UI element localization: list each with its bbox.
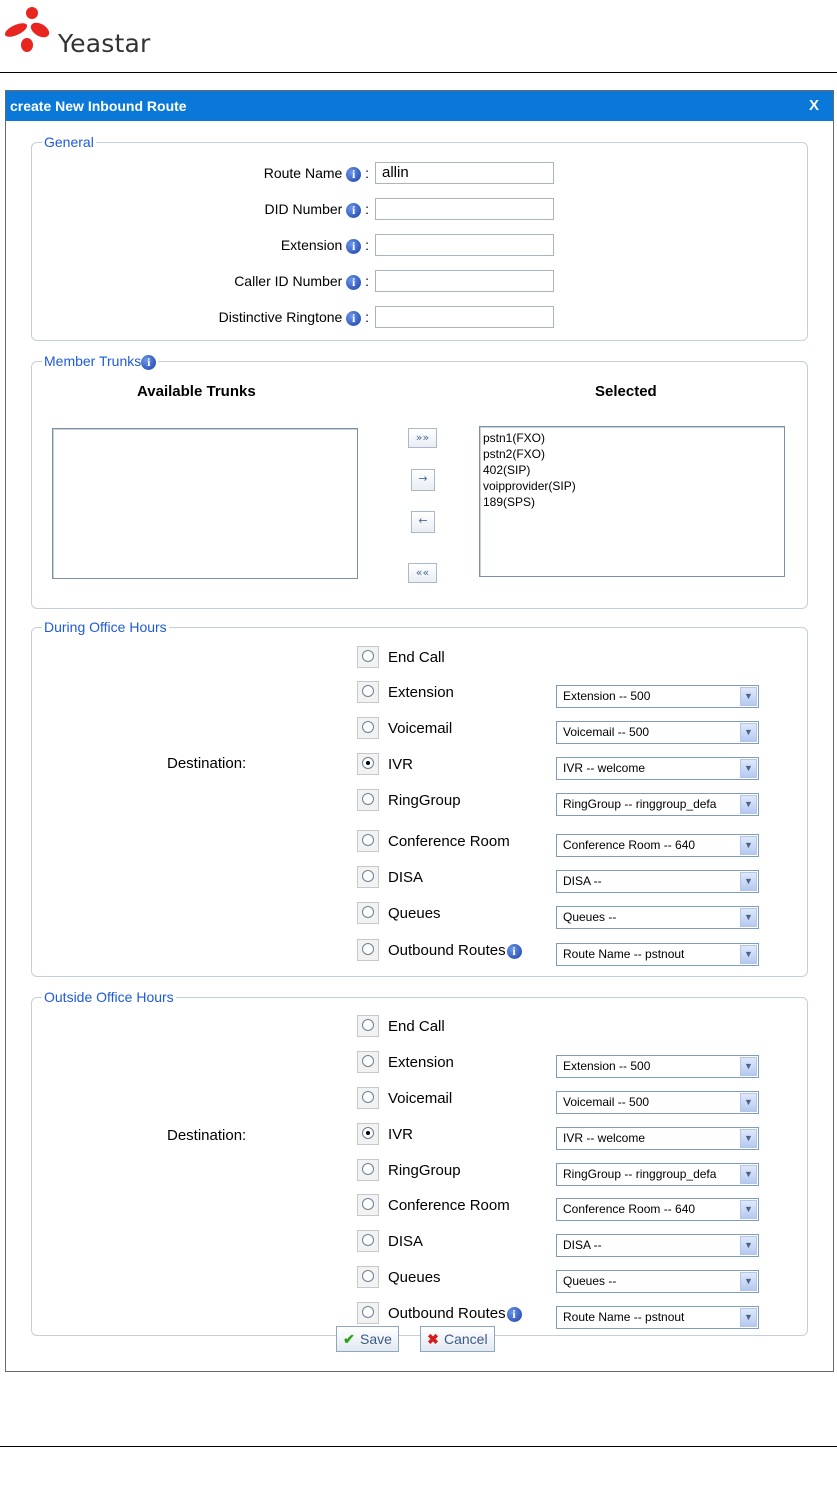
outside-office-hours-legend: Outside Office Hours — [44, 989, 174, 1005]
destination-select-value: RingGroup -- ringgroup_defa — [563, 797, 717, 811]
destination-select[interactable] — [556, 834, 759, 857]
info-icon[interactable]: i — [346, 275, 361, 290]
member-trunks-legend — [42, 353, 158, 370]
radio-button[interactable] — [362, 721, 374, 733]
destination-select[interactable] — [556, 1091, 759, 1114]
brand-name: Yeastar — [58, 29, 151, 58]
radio-button[interactable] — [362, 870, 374, 882]
outside-destination-label: Destination: — [167, 1127, 247, 1144]
radio-option-label — [388, 1162, 461, 1179]
chevron-down-icon[interactable]: ▼ — [740, 1129, 757, 1148]
destination-select[interactable] — [556, 793, 759, 816]
available-trunks-list[interactable] — [52, 428, 358, 579]
info-icon[interactable]: i — [507, 1307, 522, 1322]
member-trunks-legend-text: Member Trunks — [44, 353, 142, 369]
general-field-label: Caller ID Number i : — [234, 273, 369, 289]
during-office-hours-legend: During Office Hours — [44, 619, 167, 635]
radio-option-label-text: DISA — [388, 869, 424, 886]
general-field-label-text: DID Number — [264, 201, 343, 217]
radio-option-label-text: IVR — [388, 1126, 414, 1143]
destination-select[interactable] — [556, 870, 759, 893]
info-icon[interactable]: i — [507, 944, 522, 959]
chevron-down-icon[interactable]: ▼ — [740, 1057, 757, 1076]
radio-option[interactable] — [357, 1051, 379, 1073]
destination-select[interactable] — [556, 1234, 759, 1257]
radio-button[interactable] — [362, 1234, 374, 1246]
general-field-input[interactable] — [375, 270, 554, 292]
radio-option-label-text: RingGroup — [388, 792, 461, 809]
general-field-label-text: Caller ID Number — [234, 273, 343, 289]
destination-select[interactable] — [556, 1163, 759, 1186]
add-trunk-button[interactable]: → — [411, 469, 435, 491]
general-field-label: Route Name i : — [263, 165, 369, 181]
destination-select-value: Route Name -- pstnout — [563, 947, 685, 961]
radio-option[interactable] — [357, 1159, 379, 1181]
radio-option-label-text: DISA — [388, 1233, 424, 1250]
info-icon[interactable]: i — [346, 203, 361, 218]
chevron-down-icon[interactable]: ▼ — [740, 795, 757, 814]
chevron-down-icon[interactable]: ▼ — [740, 1200, 757, 1219]
general-field-label-text: Extension — [280, 237, 343, 253]
destination-select-value: IVR -- welcome — [563, 761, 646, 775]
yeastar-logo — [2, 3, 202, 63]
radio-option[interactable] — [357, 866, 379, 888]
selected-trunks-list[interactable] — [479, 426, 785, 577]
destination-select[interactable] — [556, 1127, 759, 1150]
destination-select[interactable] — [556, 685, 759, 708]
radio-option-label-text: Queues — [388, 905, 441, 922]
general-field-input[interactable] — [375, 234, 554, 256]
radio-option-label — [388, 756, 413, 773]
radio-option-label-text: Voicemail — [388, 720, 453, 737]
add-all-trunks-button[interactable]: »» — [408, 428, 437, 448]
info-icon[interactable]: i — [346, 311, 361, 326]
chevron-down-icon[interactable]: ▼ — [740, 1272, 757, 1291]
radio-option-label-text: Outbound Routes — [388, 1305, 506, 1322]
radio-button[interactable] — [362, 1019, 374, 1031]
radio-option[interactable] — [357, 1230, 379, 1252]
selected-trunks-heading: Selected — [595, 383, 657, 400]
radio-button[interactable] — [362, 1270, 374, 1282]
radio-option-label-text: Voicemail — [388, 1090, 453, 1107]
radio-option[interactable] — [357, 717, 379, 739]
available-trunks-heading: Available Trunks — [137, 383, 256, 400]
destination-select[interactable] — [556, 943, 759, 966]
selected-trunk-item[interactable]: pstn2(FXO) — [483, 447, 546, 461]
radio-option[interactable] — [357, 646, 379, 668]
radio-option[interactable] — [357, 1015, 379, 1037]
general-legend: General — [44, 134, 94, 150]
general-field-label-text: Route Name — [263, 165, 343, 181]
destination-select-value: Route Name -- pstnout — [563, 1310, 685, 1324]
radio-button[interactable] — [362, 685, 374, 697]
destination-select[interactable] — [556, 721, 759, 744]
radio-option-label — [388, 792, 461, 809]
info-icon[interactable]: i — [346, 239, 361, 254]
radio-option-label-text: IVR — [388, 756, 414, 773]
destination-select-value: DISA -- — [563, 874, 602, 888]
header-divider — [0, 72, 837, 73]
radio-button[interactable] — [362, 1163, 374, 1175]
cancel-button[interactable] — [420, 1326, 495, 1352]
radio-option-label — [388, 720, 452, 737]
radio-button[interactable] — [362, 1055, 374, 1067]
radio-option[interactable] — [357, 681, 379, 703]
radio-option-label-text: Outbound Routes — [388, 942, 506, 959]
destination-select[interactable] — [556, 757, 759, 780]
remove-all-trunks-button[interactable]: «« — [408, 563, 437, 583]
inbound-route-dialog — [5, 90, 834, 1372]
general-field-label: Extension i : — [280, 237, 369, 253]
destination-select-value: DISA -- — [563, 1238, 602, 1252]
x-icon: ✖ — [427, 1331, 439, 1347]
radio-option[interactable] — [357, 1087, 379, 1109]
radio-option-label — [388, 833, 510, 850]
general-field-input[interactable]: allin — [375, 162, 554, 184]
radio-option-label — [388, 1305, 522, 1322]
destination-select-value: IVR -- welcome — [563, 1131, 646, 1145]
chevron-down-icon[interactable]: ▼ — [740, 759, 757, 778]
destination-select[interactable] — [556, 1306, 759, 1329]
close-icon[interactable]: X — [808, 97, 819, 114]
general-field-input[interactable] — [375, 306, 554, 328]
radio-option-label — [388, 1269, 441, 1286]
chevron-down-icon[interactable]: ▼ — [740, 872, 757, 891]
radio-option-label — [388, 1054, 454, 1071]
radio-option-label — [388, 1126, 413, 1143]
save-button[interactable] — [336, 1326, 399, 1352]
radio-option-label — [388, 1233, 423, 1250]
selected-trunk-item[interactable]: pstn1(FXO) — [483, 431, 546, 445]
radio-option[interactable] — [357, 753, 379, 775]
radio-option[interactable] — [357, 1302, 379, 1324]
radio-button[interactable] — [362, 757, 374, 769]
save-label: Save — [360, 1331, 392, 1347]
during-destination-label: Destination: — [167, 755, 247, 772]
radio-option-label-text: Conference Room — [388, 1197, 510, 1214]
radio-option[interactable] — [357, 789, 379, 811]
radio-button[interactable] — [362, 1127, 374, 1139]
radio-option[interactable] — [357, 902, 379, 924]
general-field-label: DID Number i : — [264, 201, 369, 217]
radio-option-label — [388, 905, 441, 922]
radio-option-label-text: Extension — [388, 1054, 454, 1071]
radio-option-label — [388, 942, 522, 959]
chevron-down-icon[interactable]: ▼ — [740, 836, 757, 855]
chevron-down-icon[interactable]: ▼ — [740, 1165, 757, 1184]
radio-option-label-text: Queues — [388, 1269, 441, 1286]
info-icon[interactable]: i — [346, 167, 361, 182]
radio-option-label — [388, 1197, 510, 1214]
destination-select-value: Queues -- — [563, 1274, 617, 1288]
chevron-down-icon[interactable]: ▼ — [740, 945, 757, 964]
radio-button[interactable] — [362, 906, 374, 918]
footer-divider — [0, 1446, 837, 1447]
selected-trunk-item[interactable]: 189(SPS) — [483, 495, 536, 509]
chevron-down-icon[interactable]: ▼ — [740, 1093, 757, 1112]
destination-select-value: Queues -- — [563, 910, 617, 924]
radio-option-label — [388, 649, 445, 666]
destination-select-value: Conference Room -- 640 — [563, 838, 696, 852]
radio-button[interactable] — [362, 650, 374, 662]
radio-option-label — [388, 1090, 452, 1107]
radio-option-label — [388, 869, 423, 886]
radio-option-label — [388, 684, 454, 701]
destination-select-value: Extension -- 500 — [563, 1059, 651, 1073]
dialog-title: create New Inbound Route — [10, 98, 187, 114]
selected-trunk-item[interactable]: voipprovider(SIP) — [483, 479, 576, 493]
destination-select-value: Extension -- 500 — [563, 689, 651, 703]
general-field-label: Distinctive Ringtone i : — [218, 309, 369, 325]
chevron-down-icon[interactable]: ▼ — [740, 687, 757, 706]
destination-select-value: RingGroup -- ringgroup_defa — [563, 1167, 717, 1181]
destination-select[interactable] — [556, 1270, 759, 1293]
radio-option-label — [388, 1018, 445, 1035]
radio-option[interactable] — [357, 830, 379, 852]
cancel-label: Cancel — [444, 1331, 488, 1347]
radio-button[interactable] — [362, 943, 374, 955]
radio-option[interactable] — [357, 1266, 379, 1288]
radio-option-label-text: Extension — [388, 684, 454, 701]
radio-option[interactable] — [357, 1194, 379, 1216]
checkmark-icon: ✔ — [343, 1331, 355, 1347]
radio-option-label-text: End Call — [388, 1018, 445, 1035]
radio-option-label-text: End Call — [388, 649, 445, 666]
info-icon[interactable]: i — [141, 355, 156, 370]
radio-button[interactable] — [362, 1306, 374, 1318]
chevron-down-icon[interactable]: ▼ — [740, 908, 757, 927]
radio-button[interactable] — [362, 1091, 374, 1103]
radio-button[interactable] — [362, 834, 374, 846]
chevron-down-icon[interactable]: ▼ — [740, 723, 757, 742]
destination-select[interactable] — [556, 906, 759, 929]
destination-select-value: Conference Room -- 640 — [563, 1202, 696, 1216]
radio-button[interactable] — [362, 793, 374, 805]
chevron-down-icon[interactable]: ▼ — [740, 1236, 757, 1255]
radio-option[interactable] — [357, 1123, 379, 1145]
destination-select[interactable] — [556, 1055, 759, 1078]
chevron-down-icon[interactable]: ▼ — [740, 1308, 757, 1327]
remove-trunk-button[interactable]: ← — [411, 511, 435, 533]
yeastar-logo-mark — [2, 3, 62, 53]
destination-select[interactable] — [556, 1198, 759, 1221]
destination-select-value: Voicemail -- 500 — [563, 1095, 650, 1109]
selected-trunk-item[interactable]: 402(SIP) — [483, 463, 531, 477]
general-field-label-text: Distinctive Ringtone — [218, 309, 343, 325]
destination-select-value: Voicemail -- 500 — [563, 725, 650, 739]
radio-option[interactable] — [357, 939, 379, 961]
radio-option-label-text: Conference Room — [388, 833, 510, 850]
radio-option-label-text: RingGroup — [388, 1162, 461, 1179]
general-field-input[interactable] — [375, 198, 554, 220]
radio-button[interactable] — [362, 1198, 374, 1210]
dialog-titlebar[interactable] — [6, 91, 833, 121]
